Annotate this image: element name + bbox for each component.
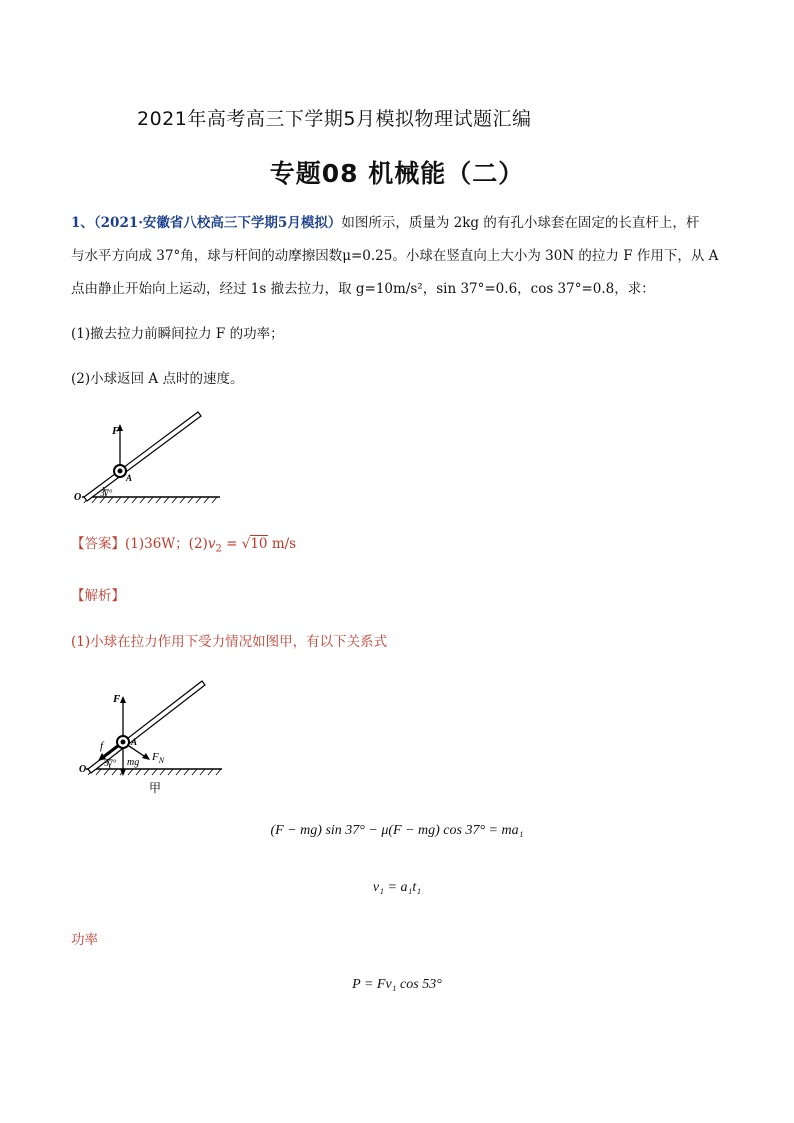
answer-radicand: 10 (250, 536, 268, 552)
label-f: f (100, 740, 104, 752)
analysis-tag: 【解析】 (71, 588, 125, 604)
question-line-1-text: 如图所示，质量为 2kg 的有孔小球套在固定的长直杆上，杆 (341, 215, 700, 231)
question-line-1 (71, 207, 723, 240)
label-FN-main: F (152, 751, 159, 763)
answer-part1: (1)36W；(2) (125, 536, 208, 552)
equation-1: (F − mg) sin 37° − μ(F − mg) cos 37° = ma₁ (270, 823, 524, 838)
answer-line (71, 529, 723, 565)
question-line-3: 点由静止开始向上运动，经过 1s 撤去拉力，取 g=10m/s²，sin 37°=0.6，cos 37°=0.8，求： (71, 281, 655, 297)
answer-v-sub: 2 (215, 543, 222, 555)
power-label: 功率 (71, 932, 98, 948)
equation-2: v₁ = a₁t₁ (372, 880, 422, 895)
figure-2-force-diagram (70, 672, 240, 800)
question-source: （2021·安徽省八校高三下学期5月模拟） (93, 215, 342, 231)
label-A: A (131, 737, 138, 747)
label-FN (151, 751, 165, 765)
answer-eq: = (221, 536, 242, 552)
figure-1-diagram (70, 410, 230, 510)
figure-caption: 甲 (149, 781, 162, 795)
label-FN-sub: N (158, 756, 165, 765)
ground-hatching (88, 769, 221, 775)
label-A: A (126, 473, 133, 483)
document-header: 2021年高考高三下学期5月模拟物理试题汇编 (137, 108, 532, 130)
question-line-2: 与水平方向成 37°角，球与杆间的动摩擦因数μ=0.25。小球在竖直向上大小为 30N 的拉力 F 作用下，从 A (71, 248, 719, 264)
label-O: O (79, 764, 87, 775)
label-angle: 37° (104, 758, 117, 768)
sub-question-2: (2)小球返回 A 点时的速度。 (71, 371, 244, 387)
analysis-line-1: (1)小球在拉力作用下受力情况如图甲，有以下关系式 (71, 634, 388, 650)
ball-hole (118, 469, 123, 474)
label-angle: 37° (100, 488, 113, 498)
ball-hole (121, 740, 126, 745)
sub-question-1: (1)撤去拉力前瞬间拉力 F 的功率； (71, 326, 284, 342)
label-O: O (74, 492, 82, 503)
answer-tag: 【答案】 (71, 536, 125, 552)
answer-v: v (207, 536, 216, 552)
page-title: 专题08 机械能（二） (269, 159, 525, 188)
question-text (71, 207, 723, 396)
force-mg-arrowhead (120, 769, 126, 776)
label-mg: mg (127, 757, 140, 768)
force-FN-arrowhead (142, 753, 150, 760)
question-number: 1、 (71, 215, 94, 231)
answer-unit: m/s (267, 536, 297, 552)
label-F: F (113, 693, 121, 705)
equation-3: P = Fv₁ cos 53° (352, 977, 442, 992)
force-F-arrowhead (120, 696, 126, 703)
label-F: F (112, 425, 120, 437)
sqrt-symbol: √ (241, 536, 251, 552)
